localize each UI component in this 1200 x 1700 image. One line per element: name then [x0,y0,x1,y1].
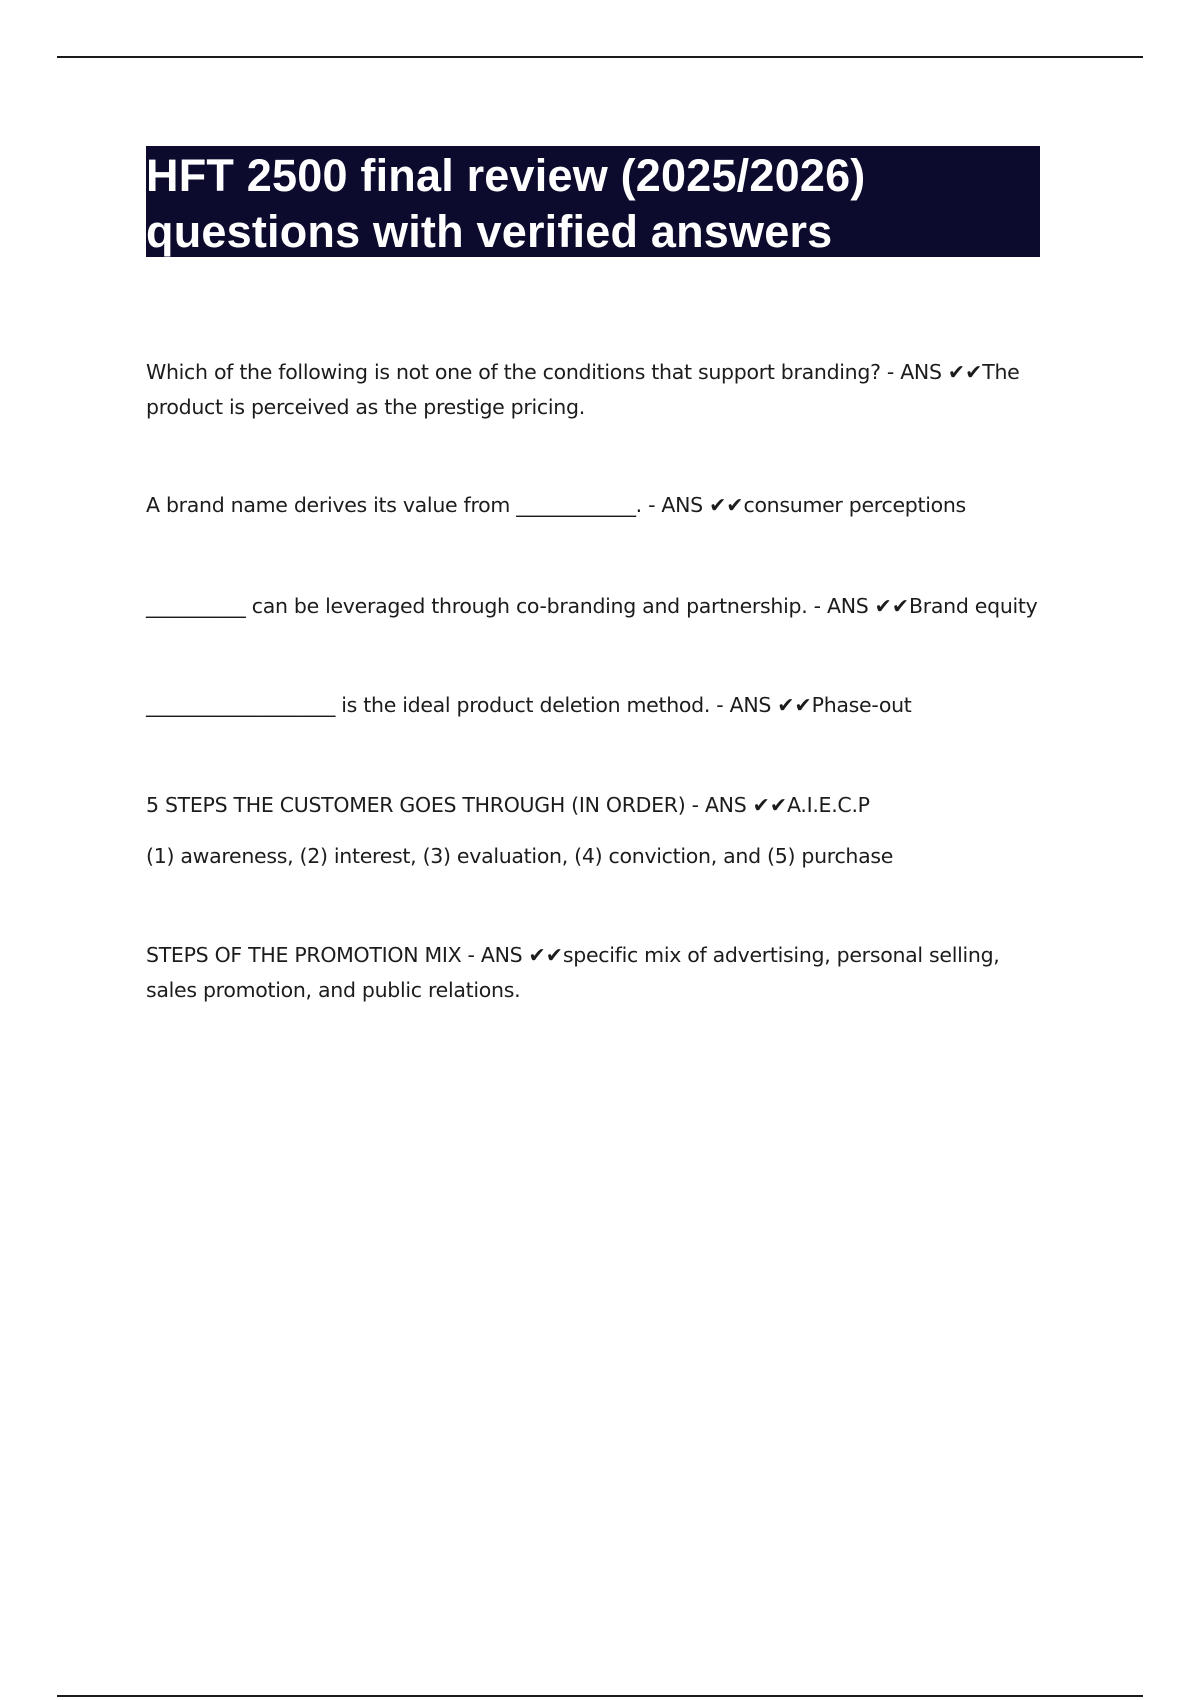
qa-item-4 [146,688,1046,723]
check-mark-icon: ✔✔ [752,793,788,817]
answer-text: Phase-out [811,693,912,717]
answer-text: Brand equity [909,594,1038,618]
qa-item-5-detail: (1) awareness, (2) interest, (3) evaluation, (4) conviction, and (5) purchase [146,844,894,868]
qa-item-1 [146,355,1046,425]
document-title: HFT 2500 final review (2025/2026) questions with verified answers [146,150,866,257]
answer-text: consumer perceptions [743,493,966,517]
check-mark-icon: ✔✔ [709,493,744,517]
answer-text: A.I.E.C.P [787,793,870,817]
qa-item-2 [146,488,1046,523]
answer-text: specific mix of advertising, personal selling, sales promotion, and public relations. [146,943,1000,1002]
check-mark-icon: ✔✔ [947,360,983,384]
question-text: 5 STEPS THE CUSTOMER GOES THROUGH (IN ORDER) - ANS [146,793,753,817]
question-text: STEPS OF THE PROMOTION MIX - ANS [146,943,529,967]
check-mark-icon: ✔✔ [528,943,563,967]
answer-text: The product is perceived as the prestige pricing. [146,360,1020,419]
qa-item-3 [146,589,1046,624]
check-mark-icon: ✔✔ [777,693,812,717]
qa-item-5 [146,788,1046,823]
title-banner [146,146,1040,257]
footer-rule [57,1695,1143,1697]
check-mark-icon: ✔✔ [874,594,910,618]
header-rule [57,56,1143,58]
question-text: A brand name derives its value from ____________. - ANS [146,493,710,517]
question-text: __________ can be leveraged through co-branding and partnership. - ANS [146,594,875,618]
qa-item-6 [146,938,1046,1008]
question-text: Which of the following is not one of the conditions that support branding? - ANS [146,360,948,384]
question-text: ___________________ is the ideal product deletion method. - ANS [146,693,778,717]
